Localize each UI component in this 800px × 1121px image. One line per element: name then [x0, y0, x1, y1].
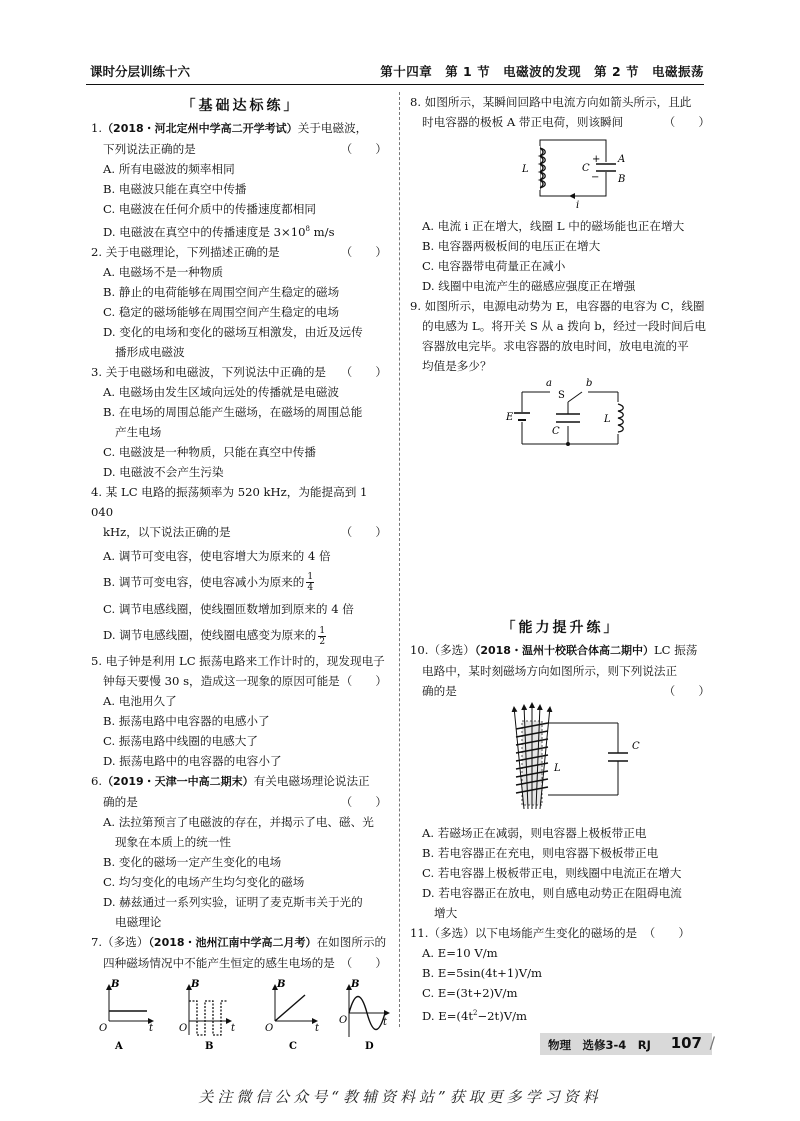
q6-option-a: A. 法拉第预言了电磁波的存在，并揭示了电、磁、光 [103, 814, 374, 829]
q10-option-a: A. 若磁场正在减弱，则电容器上极板带正电 [422, 826, 647, 840]
q8-option-b: B. 电容器两极板间的电压正在增大 [422, 239, 601, 253]
svg-text:B: B [111, 978, 120, 990]
q3-option-b: B. 在电场的周围总能产生磁场，在磁场的周围总能 [103, 404, 363, 419]
q1-option-d: D. 电磁波在真空中的传播速度是 $3\times 10^8$ m/s [103, 224, 335, 239]
question-11 [410, 923, 712, 1026]
q10-stem-2: 电路中，某时刻磁场方向如图所示，则下列说法正 [422, 664, 678, 678]
q3-stem: 3. 关于电磁场和电磁波，下列说法中正确的是 [91, 364, 327, 379]
svg-text:E: E [506, 412, 514, 423]
q6-source: （2019・天津一中高二期末） [102, 774, 254, 788]
q1-option-b: B. 电磁波只能在真空中传播 [103, 182, 247, 196]
q10-number: 10.（多选） [410, 643, 475, 657]
q6-option-a-cont: 现象在本质上的统一性 [115, 834, 231, 849]
svg-text:C: C [632, 741, 640, 752]
q10-option-b: B. 若电容器正在充电，则电容器下极板带正电 [422, 846, 659, 860]
svg-text:L: L [554, 763, 561, 774]
section-advanced-title: 「能力提升练」 [501, 620, 621, 636]
question-7 [91, 932, 391, 1059]
q6-option-d: D. 赫兹通过一系列实验，证明了麦克斯韦关于光的 [103, 894, 363, 909]
q6-option-d-cont: 电磁理论 [115, 914, 162, 929]
graph-a-label: A [115, 1040, 123, 1052]
svg-text:−: − [591, 172, 600, 183]
q6-answer-blank: （ ） [340, 794, 387, 809]
q7-stem: 在如图所示的 [316, 934, 387, 949]
graph-b-label: B [205, 1040, 214, 1052]
svg-text:O: O [265, 1022, 274, 1034]
q5-option-a: A. 电池用久了 [103, 693, 177, 708]
q2-option-d-cont: 播形成电磁波 [115, 344, 185, 359]
svg-text:t: t [383, 1016, 388, 1028]
q8-circuit-figure [410, 132, 710, 210]
svg-text:B: B [618, 174, 626, 185]
svg-text:B: B [191, 978, 200, 990]
q1-number: 1. [91, 121, 103, 135]
question-8 [410, 92, 712, 296]
q11-answer-blank: （ ） [643, 926, 690, 940]
q2-option-c: C. 稳定的磁场能够在周围空间产生稳定的电场 [103, 304, 340, 319]
q4-option-c: C. 调节电感线圈，使线圈匝数增加到原来的 4 倍 [103, 602, 354, 617]
q2-answer-blank: （ ） [340, 244, 387, 259]
graph-d [339, 979, 389, 1052]
q3-answer-blank: （ ） [340, 364, 387, 379]
q11-option-c: C. E=(3t+2)V/m [422, 986, 518, 1000]
q10-stem: LC 振荡 [653, 643, 698, 657]
question-2 [91, 242, 391, 362]
q5-stem-2: 钟每天要慢 30 s，造成这一现象的原因可能是 [103, 673, 340, 688]
graph-a [99, 979, 154, 1052]
svg-text:i: i [576, 200, 580, 210]
q11-option-b: B. E=5sin(4t+1)V/m [422, 966, 543, 980]
footer-slash: / [709, 1033, 715, 1052]
svg-text:t: t [149, 1022, 154, 1034]
svg-text:O: O [99, 1022, 108, 1034]
q2-option-d: D. 变化的电场和变化的磁场互相激发，由近及远传 [103, 324, 363, 339]
question-3 [91, 362, 391, 482]
question-5 [91, 651, 391, 771]
question-1 [91, 118, 391, 242]
section-basic-title: 「基础达标练」 [181, 98, 301, 114]
q2-stem: 2. 关于电磁理论，下列描述正确的是 [91, 244, 280, 259]
q7-source: （2018・池州江南中学高二月考） [148, 935, 317, 949]
q6-option-c: C. 均匀变化的电场产生均匀变化的磁场 [103, 874, 305, 889]
q8-stem: 8. 如图所示，某瞬间回路中电流方向如箭头所示，且此 [410, 95, 692, 109]
svg-text:B: B [351, 978, 360, 990]
q6-option-b: B. 变化的磁场一定产生变化的电场 [103, 854, 282, 869]
q6-stem: 有关电磁场理论说法正 [253, 773, 370, 788]
q8-answer-blank: （ ） [663, 115, 710, 129]
q1-answer-blank: （ ） [340, 142, 387, 156]
footer-subject-tag [540, 1033, 715, 1055]
q4-option-b: B. 调节可变电容，使电容减小为原来的 $\frac{1}{4}$ [103, 572, 314, 594]
svg-text:b: b [586, 378, 593, 389]
q5-option-d: D. 振荡电路中的电容器的电容小了 [103, 753, 282, 768]
q9-line-4: 均值是多少？ [422, 359, 492, 373]
q9-line-3: 容器放电完毕。求电容器的放电时间，放电电流的平 [422, 339, 689, 353]
q9-circuit-figure [410, 376, 710, 458]
svg-text:a: a [546, 378, 552, 389]
svg-text:B: B [277, 978, 286, 990]
question-10 [410, 640, 712, 923]
svg-text:L: L [522, 164, 529, 175]
svg-text:S: S [558, 390, 565, 401]
question-6 [91, 771, 391, 932]
right-column [410, 92, 712, 1026]
fraction-one-quarter: $\frac{1}{4}$ [307, 572, 314, 594]
q3-option-c: C. 电磁波是一种物质，只能在真空中传播 [103, 444, 316, 459]
q7-stem-2: 四种磁场情况中不能产生恒定的感生电场的是 [103, 955, 335, 970]
q7-answer-blank: （ ） [340, 955, 387, 970]
svg-text:A: A [618, 154, 626, 165]
svg-text:O: O [179, 1022, 188, 1034]
q4-stem: 4. 某 LC 电路的振荡频率为 520 kHz，为能提高到 1 040 [91, 484, 368, 519]
svg-text:t: t [315, 1022, 320, 1034]
q11-stem: 11.（多选）以下电场能产生变化的磁场的是 [410, 926, 638, 940]
q5-answer-blank: （ ） [340, 673, 387, 688]
q5-option-b: B. 振荡电路中电容器的电感小了 [103, 713, 270, 728]
header-rule [86, 84, 704, 85]
q11-option-a: A. E=10 V/m [422, 946, 498, 960]
q4-answer-blank: （ ） [340, 524, 387, 539]
q8-stem-2: 时电容器的极板 A 带正电荷，则该瞬间 [422, 115, 624, 129]
svg-text:t: t [231, 1022, 236, 1034]
svg-text:C: C [552, 426, 560, 437]
q1-option-a: A. 所有电磁波的频率相同 [103, 162, 235, 176]
q4-option-a: A. 调节可变电容，使电容增大为原来的 4 倍 [103, 548, 331, 563]
q8-option-a: A. 电流 i 正在增大，线圈 L 中的磁场能也正在增大 [422, 219, 685, 233]
q7-number: 7.（多选） [91, 934, 149, 949]
header-right: 第十四章 第 1 节 电磁波的发现 第 2 节 电磁振荡 [380, 64, 704, 79]
watermark-text: 关注微信公众号“教辅资料站”获取更多学习资料 [198, 1088, 602, 1106]
footer-subject: 物理 选修3-4 RJ [548, 1038, 651, 1052]
q8-option-d: D. 线圈中电流产生的磁感应强度正在增强 [422, 279, 636, 293]
q8-option-c: C. 电容器带电荷量正在减小 [422, 259, 566, 273]
answer-space [410, 464, 712, 614]
q5-option-c: C. 振荡电路中线圈的电感大了 [103, 733, 258, 748]
q2-option-a: A. 电磁场不是一种物质 [103, 264, 224, 279]
q4-stem-2: kHz，以下说法正确的是 [103, 524, 231, 539]
svg-text:C: C [582, 163, 590, 174]
q1-option-c: C. 电磁波在任何介质中的传播速度都相同 [103, 202, 316, 216]
graph-d-label: D [365, 1040, 374, 1052]
q1-stem: 关于电磁波， [297, 121, 368, 135]
q6-number: 6. [91, 773, 103, 788]
q10-coil-figure [410, 701, 710, 817]
column-divider [399, 92, 400, 1027]
graph-c-label: C [289, 1040, 297, 1052]
q7-graphs-figure [91, 973, 391, 1053]
q6-stem-2: 确的是 [103, 794, 138, 809]
graph-b [179, 979, 236, 1052]
q11-option-d: D. $E=(4t^2-2t)V/m$ [422, 1008, 528, 1023]
q10-option-d-cont: 增大 [434, 906, 458, 920]
q3-option-a: A. 电磁场由发生区域向远处的传播就是电磁波 [103, 384, 340, 399]
svg-text:+: + [592, 154, 601, 165]
q4-option-d: D. 调节电感线圈，使线圈电感变为原来的 $\frac{1}{2}$ [103, 625, 326, 647]
q1-stem-2: 下列说法正确的是 [103, 142, 196, 156]
q3-option-d: D. 电磁波不会产生污染 [103, 464, 224, 479]
question-4 [91, 482, 391, 647]
q1-source: （2018・河北定州中学高二开学考试） [102, 122, 298, 135]
fraction-one-half: $\frac{1}{2}$ [319, 625, 326, 647]
q9-line-1: 9. 如图所示，电源电动势为 E，电容器的电容为 C，线圈 [410, 299, 705, 313]
q9-line-2: 的电感为 L。将开关 S 从 a 拨向 b，经过一段时间后电 [422, 319, 706, 333]
page-number: 107 [670, 1034, 702, 1052]
question-9 [410, 296, 712, 464]
graph-c [265, 979, 320, 1052]
q10-answer-blank: （ ） [663, 684, 710, 698]
q10-option-c: C. 若电容器上极板带正电，则线圈中电流正在增大 [422, 866, 682, 880]
q10-option-d: D. 若电容器正在放电，则自感电动势正在阻碍电流 [422, 886, 682, 900]
q3-option-b-cont: 产生电场 [115, 424, 162, 439]
q10-stem-3: 确的是 [422, 684, 457, 698]
q10-source: （2018・温州十校联合体高二期中） [474, 644, 654, 657]
q2-option-b: B. 静止的电荷能够在周围空间产生稳定的磁场 [103, 284, 340, 299]
svg-text:O: O [339, 1014, 348, 1026]
header-left: 课时分层训练十六 [90, 64, 191, 79]
q5-stem: 5. 电子钟是利用 LC 振荡电路来工作计时的，现发现电子 [91, 653, 385, 668]
left-column [91, 92, 391, 1059]
svg-text:L: L [604, 414, 611, 425]
